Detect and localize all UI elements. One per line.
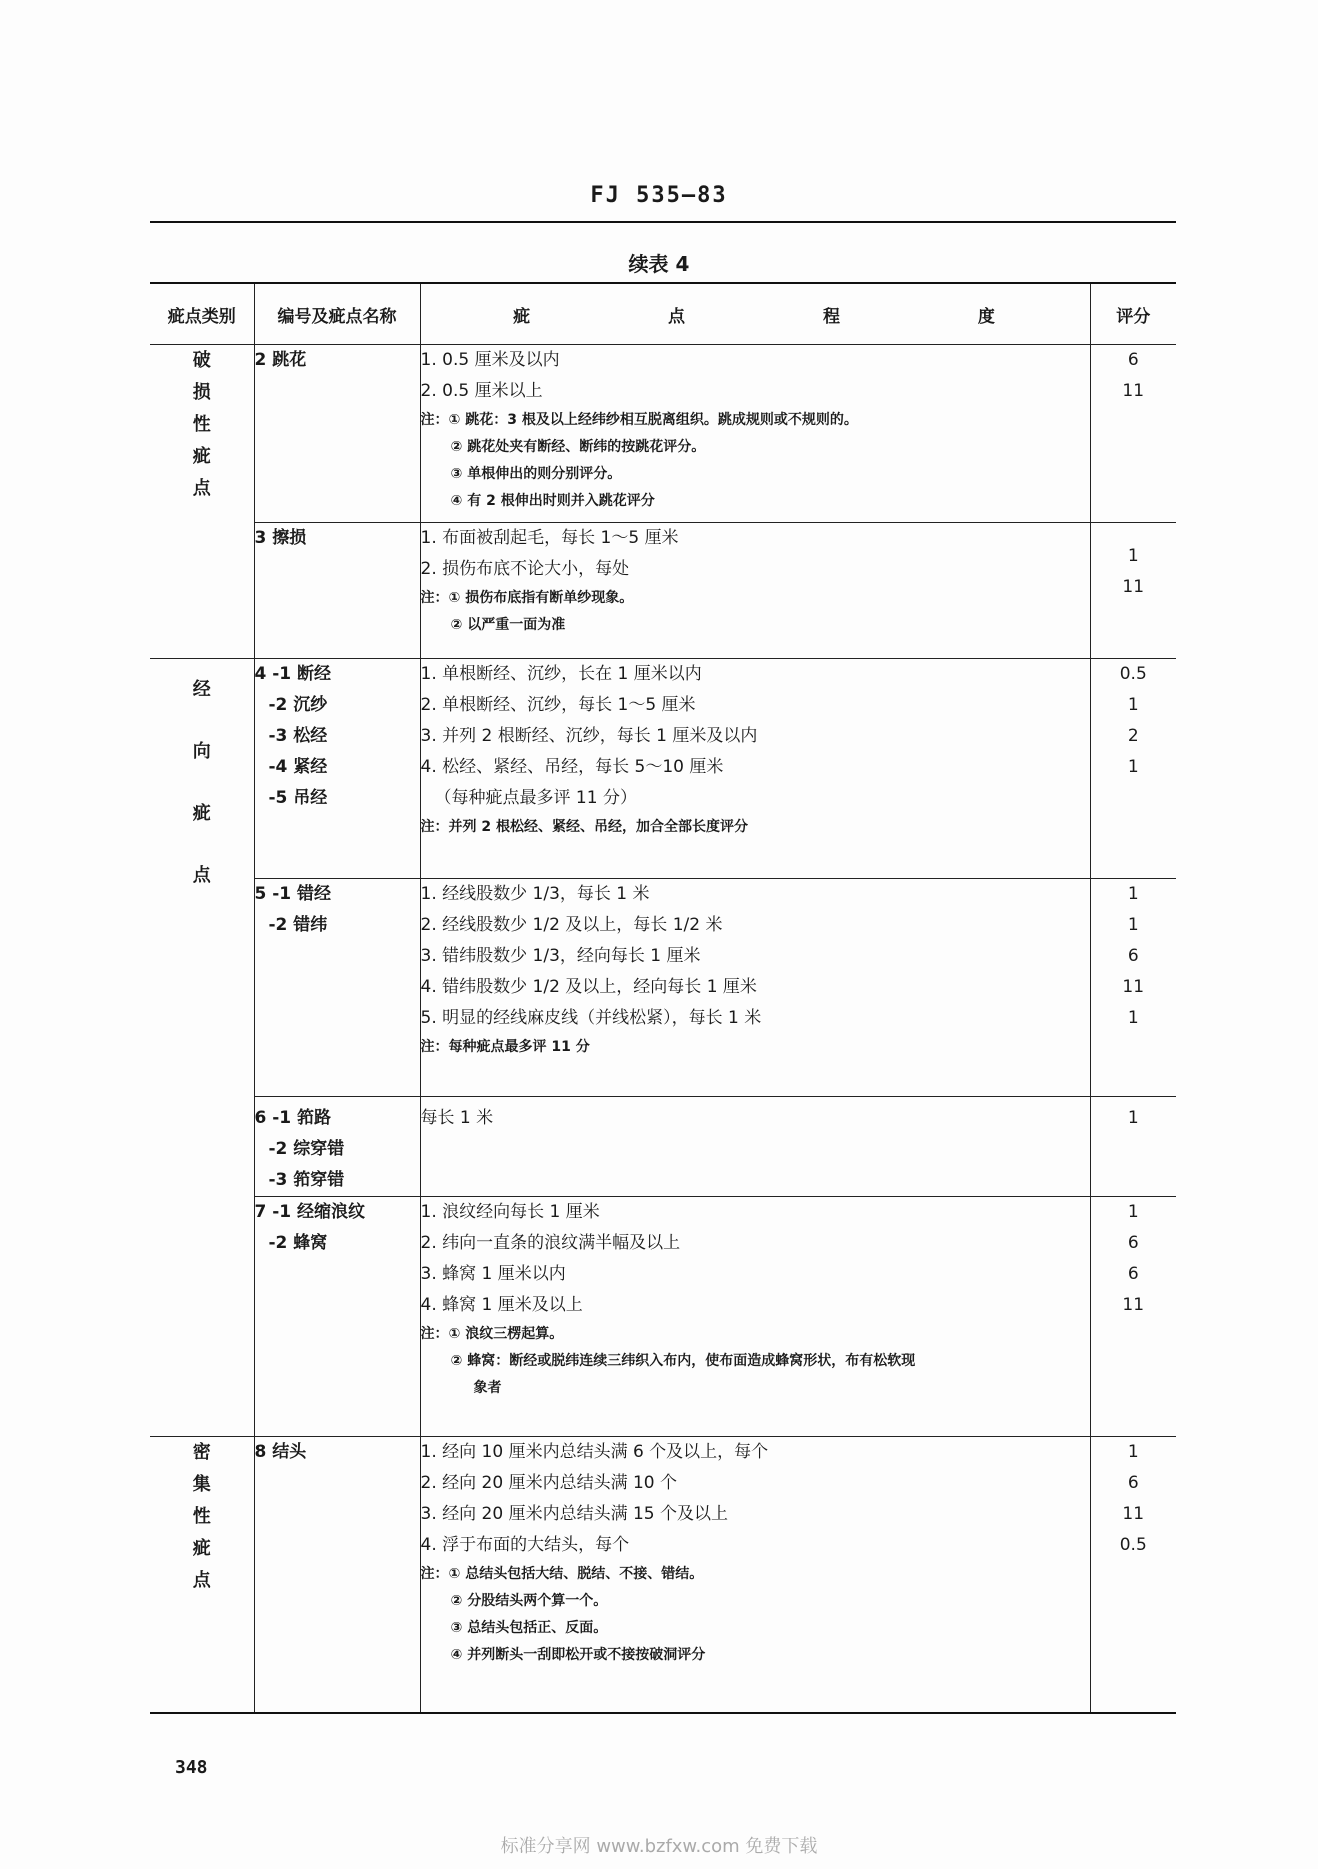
defect-degree-cell: 1. 经线股数少 1/3，每长 1 米 2. 经线股数少 1/2 及以上，每长 1/2 米 3. 错纬股数少 1/3，经向每长 1 厘米 4. 错纬股数少 1/2 及以上，经向每长 1 厘米 5. 明显的经线麻皮线（并线松紧），每长 1 米 注：每种疵点最多评 11 分 xyxy=(420,879,1090,1097)
table-row xyxy=(150,879,1176,1097)
table-row xyxy=(150,523,1176,659)
defect-degree-cell: 每长 1 米 xyxy=(420,1097,1090,1197)
defect-degree-cell: 1. 单根断经、沉纱，长在 1 厘米以内 2. 单根断经、沉纱，每长 1～5 厘米 3. 并列 2 根断经、沉纱，每长 1 厘米及以内 4. 松经、紧经、吊经，每长 5～10 厘米 （每种疵点最多评 11 分） 注：并列 2 根松经、紧经、吊经，加合全部长度评分 xyxy=(420,659,1090,879)
defect-degree-cell: 1. 布面被刮起毛，每长 1～5 厘米 2. 损伤布底不论大小，每处 注：① 损伤布底指有断单纱现象。 ② 以严重一面为准 xyxy=(420,523,1090,659)
score-cell: 1 11 xyxy=(1090,523,1176,659)
defect-name-cell: 5 -1 错经 -2 错纬 xyxy=(254,879,420,1097)
category-cell-warp: 经 向 疵 点 xyxy=(150,659,254,1437)
header-category: 疵点类别 xyxy=(150,283,254,345)
defect-name-cell: 6 -1 筘路 -2 综穿错 -3 筘穿错 xyxy=(254,1097,420,1197)
score-cell: 1 6 11 0.5 xyxy=(1090,1437,1176,1713)
category-cell-breakage: 破 损 性 疵 点 xyxy=(150,345,254,659)
standard-code: FJ 535—83 xyxy=(590,183,728,208)
defect-degree-cell: 1. 0.5 厘米及以内 2. 0.5 厘米以上 注：① 跳花：3 根及以上经纬纱相互脱离组织。跳成规则或不规则的。 ② 跳花处夹有断经、断纬的按跳花评分。 ③ 单根伸出的则分别评分。 ④ 有 2 根伸出时则并入跳花评分 xyxy=(420,345,1090,523)
defect-degree-cell: 1. 浪纹经向每长 1 厘米 2. 纬向一直条的浪纹满半幅及以上 3. 蜂窝 1 厘米以内 4. 蜂窝 1 厘米及以上 注：① 浪纹三楞起算。 ② 蜂窝：断经或脱纬连续三纬织入布内，使布面造成蜂窝形状，布有松软现 象者 xyxy=(420,1197,1090,1437)
defect-name-cell: 3 擦损 xyxy=(254,523,420,659)
header-score: 评分 xyxy=(1090,283,1176,345)
defect-name-cell: 8 结头 xyxy=(254,1437,420,1713)
table-title: 续表 4 xyxy=(628,252,690,276)
score-cell: 1 6 6 11 xyxy=(1090,1197,1176,1437)
header-name: 编号及疵点名称 xyxy=(254,283,420,345)
defect-name-cell: 7 -1 经缩浪纹 -2 蜂窝 xyxy=(254,1197,420,1437)
defect-name-cell: 2 跳花 xyxy=(254,345,420,523)
table-row xyxy=(150,1197,1176,1437)
table-row xyxy=(150,659,1176,879)
defect-degree-cell: 1. 经向 10 厘米内总结头满 6 个及以上，每个 2. 经向 20 厘米内总结头满 10 个 3. 经向 20 厘米内总结头满 15 个及以上 4. 浮于布面的大结头，每个 注：① 总结头包括大结、脱结、不接、错结。 ② 分股结头两个算一个。 ③ 总结头包括正、反面。 ④ 并列断头一刮即松开或不接按破洞评分 xyxy=(420,1437,1090,1713)
table-row xyxy=(150,1097,1176,1197)
header-rule xyxy=(150,221,1176,223)
defect-scoring-table xyxy=(150,282,1176,1714)
table-row xyxy=(150,1437,1176,1713)
category-cell-dense: 密 集 性 疵 点 xyxy=(150,1437,254,1713)
score-cell: 6 11 xyxy=(1090,345,1176,523)
table-row xyxy=(150,345,1176,523)
watermark-text: 标准分享网 www.bzfxw.com 免费下载 xyxy=(500,1836,818,1857)
table-header-row xyxy=(150,283,1176,345)
defect-name-cell: 4 -1 断经 -2 沉纱 -3 松经 -4 紧经 -5 吊经 xyxy=(254,659,420,879)
score-cell: 1 1 6 11 1 xyxy=(1090,879,1176,1097)
score-cell: 0.5 1 2 1 xyxy=(1090,659,1176,879)
header-degree: 疵 点 程 度 xyxy=(420,283,1090,345)
score-cell: 1 xyxy=(1090,1097,1176,1197)
page-number: 348 xyxy=(175,1757,208,1778)
